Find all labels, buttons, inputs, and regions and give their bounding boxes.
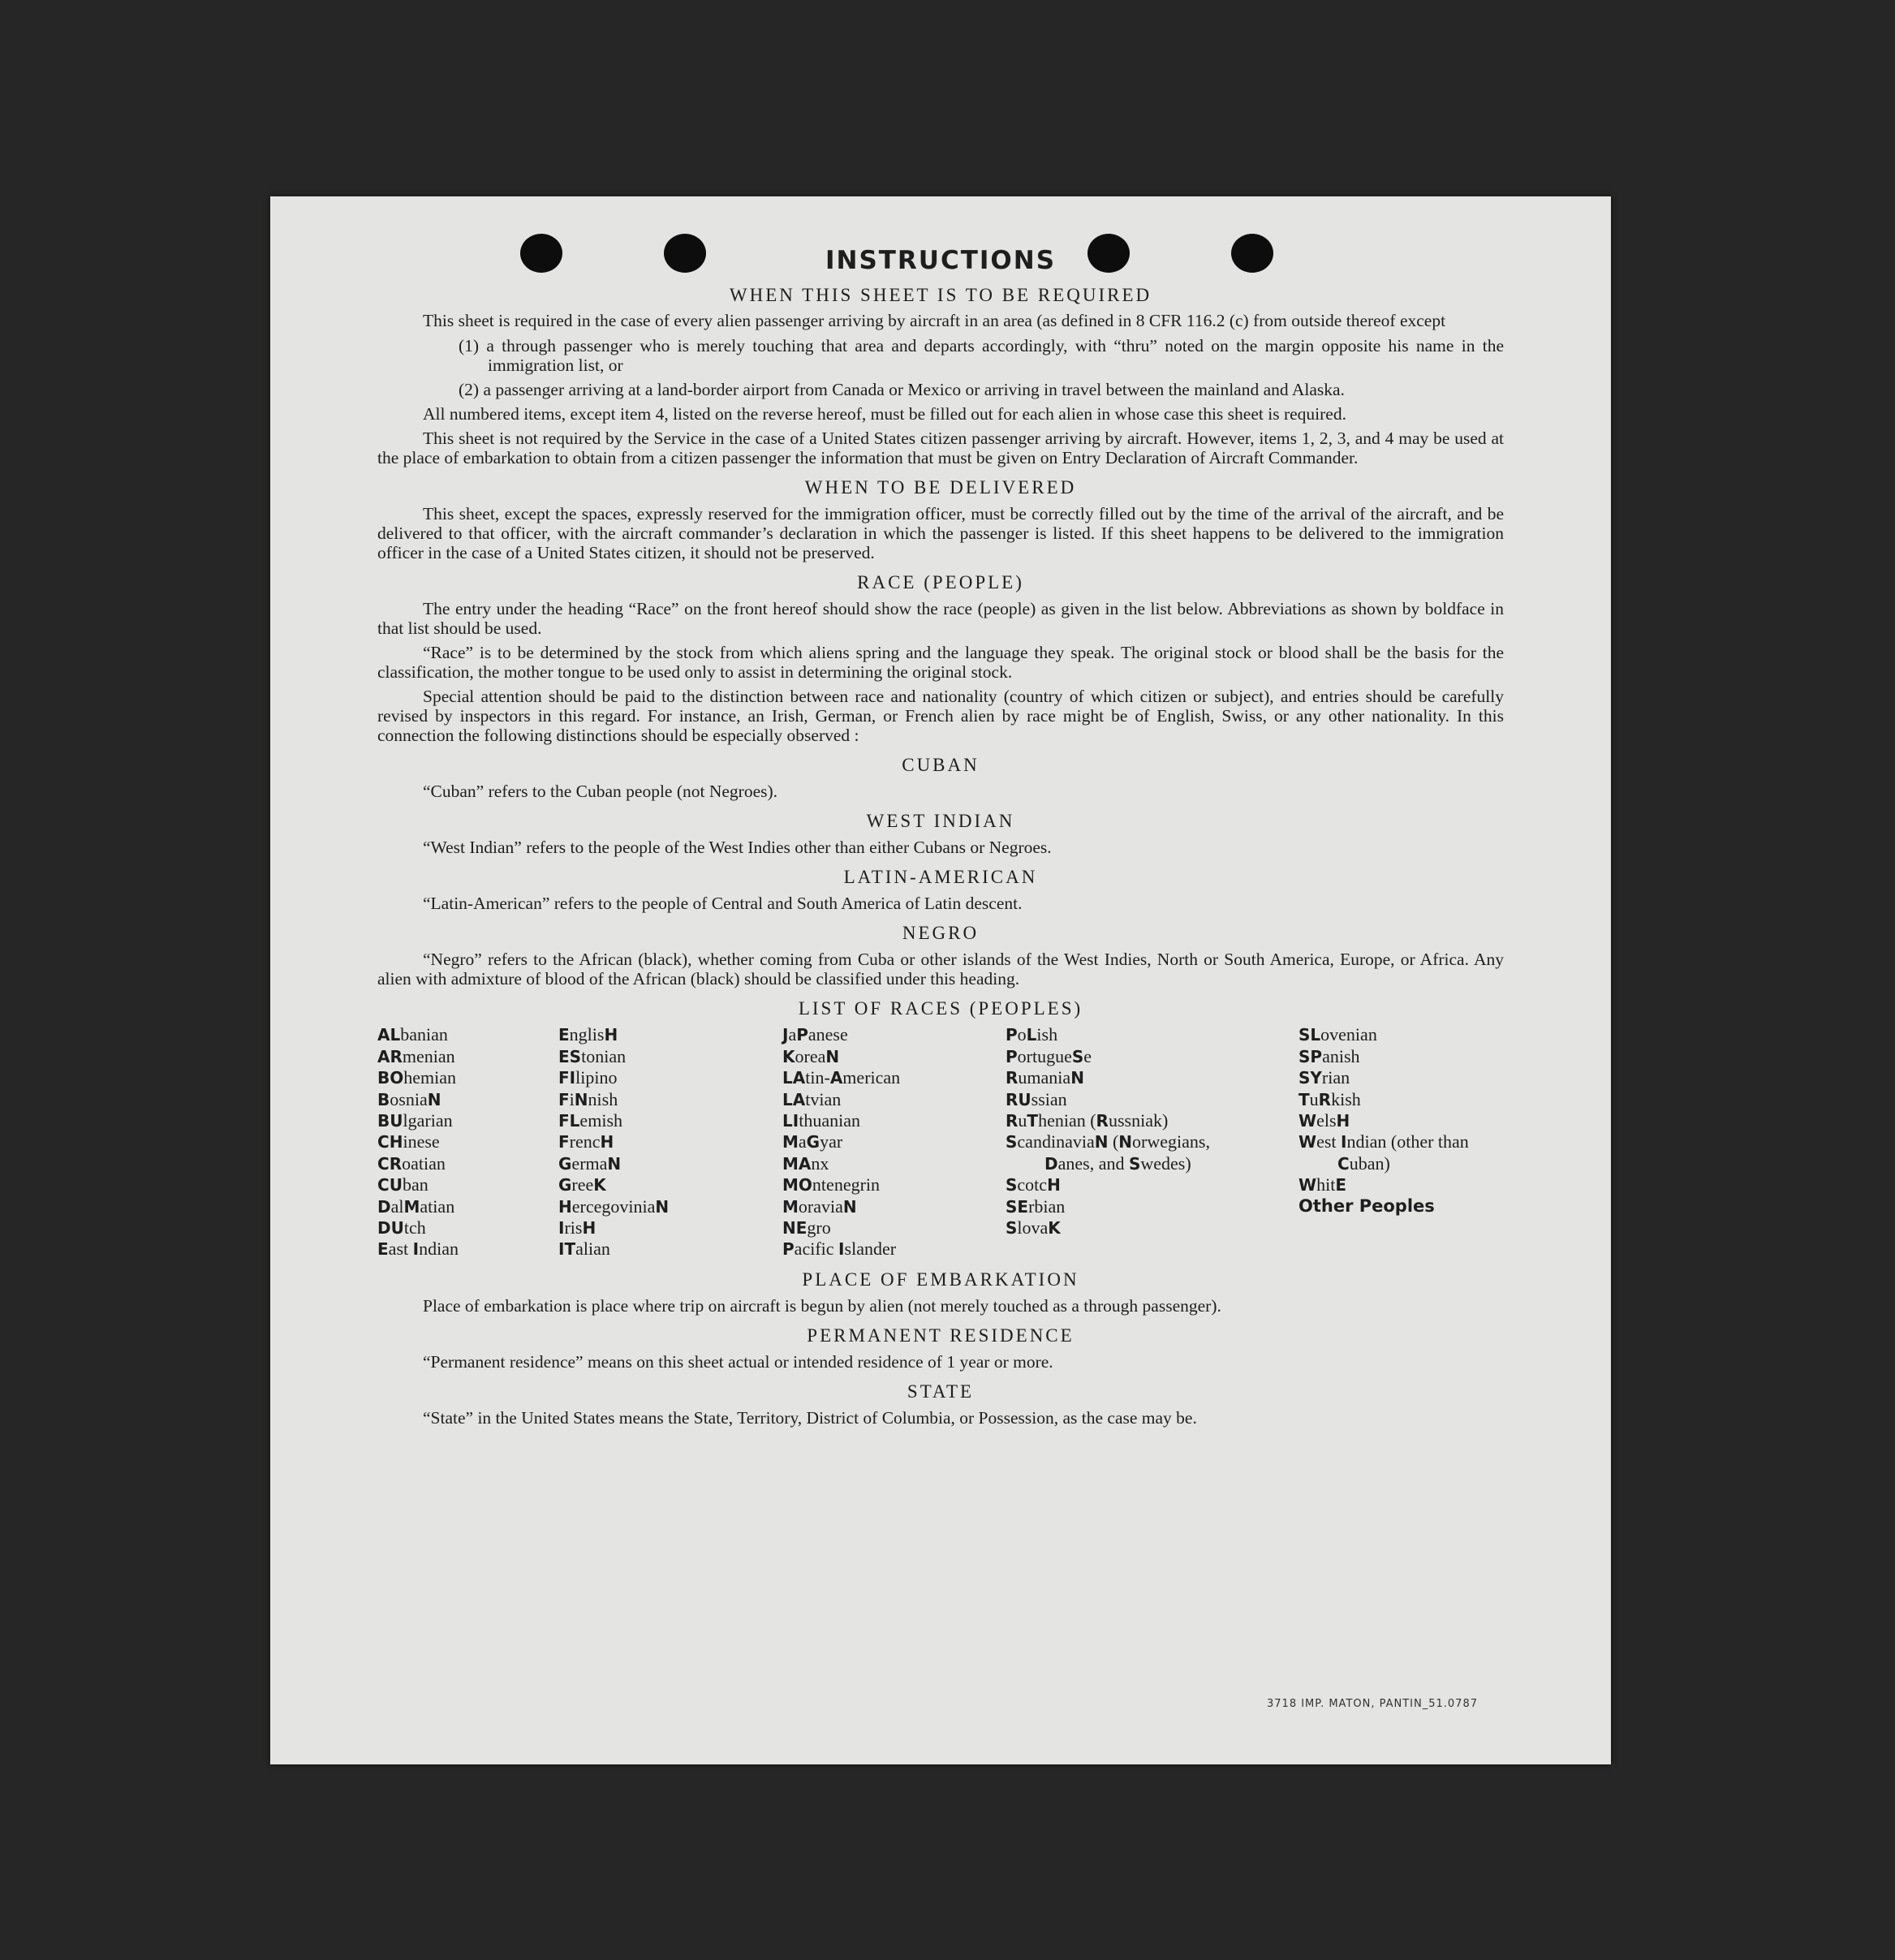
race-entry: DalMatian (377, 1195, 455, 1217)
race-entry: FiNnish (558, 1088, 618, 1109)
race-entry: ALbanian (377, 1024, 448, 1045)
race-entry: DUtch (377, 1217, 426, 1238)
race-entry: MoraviaN (782, 1195, 857, 1217)
list-item: (2) a passenger arriving at a land-border airport from Canada or Mexico or arriving in travel between the mainland and Alaska. (459, 379, 1345, 399)
race-entry: Pacific Islander (782, 1238, 897, 1260)
race-entry: RuThenian (Russniak) (1006, 1110, 1169, 1131)
race-entry: TuRkish (1299, 1088, 1361, 1109)
section-heading: RACE (PEOPLE) (857, 572, 1024, 592)
race-entry: BosniaN (377, 1088, 441, 1109)
race-entry: EStonian (558, 1045, 627, 1066)
section-heading: WHEN THIS SHEET IS TO BE REQUIRED (729, 284, 1152, 305)
section-heading: LIST OF RACES (PEOPLES) (798, 997, 1083, 1019)
list-item: (1) a through passenger who is merely touching that area and departs accordingly, with “thru” noted on the margin opposite his name in the immigration list, or (459, 335, 1504, 375)
race-entry: HercegoviniaN (558, 1195, 670, 1217)
race-entry: LAtin-American (782, 1067, 901, 1088)
race-column (558, 1024, 761, 1260)
race-column (1006, 1024, 1249, 1238)
race-column (1299, 1024, 1504, 1216)
race-entry: FLemish (558, 1110, 622, 1131)
race-entry: EnglisH (558, 1024, 618, 1045)
print-code: 3718 IMP. MATON, PANTIN_51.0787 (1267, 1698, 1478, 1710)
paragraph: The entry under the heading “Race” on the front hereof should show the race (people) as given in the list below. Abbreviations as shown by boldface in that list should be used. (377, 598, 1504, 638)
section-heading: STATE (907, 1381, 975, 1402)
race-entry: East Indian (377, 1238, 459, 1260)
section-heading: PERMANENT RESIDENCE (807, 1325, 1075, 1346)
race-entry: ARmenian (377, 1045, 455, 1066)
race-entry: KoreaN (782, 1045, 840, 1066)
race-entry: WelsH (1299, 1110, 1350, 1131)
race-entry: IrisH (558, 1217, 596, 1238)
section-heading: WEST INDIAN (866, 811, 1015, 832)
document-title: INSTRUCTIONS (825, 246, 1057, 275)
section-heading: NEGRO (902, 922, 980, 943)
race-entry: PortugueSe (1006, 1045, 1092, 1066)
document-body (377, 247, 1504, 1432)
race-entry: CHinese (377, 1131, 440, 1152)
race-entry: PoLish (1006, 1024, 1058, 1045)
race-entry: BOhemian (377, 1067, 457, 1088)
race-entry: West Indian (other than Cuban) (1299, 1131, 1469, 1174)
race-entry: NEgro (782, 1217, 831, 1238)
race-entry: MAnx (782, 1152, 829, 1174)
race-entry: RumaniaN (1006, 1067, 1084, 1088)
paragraph: This sheet is not required by the Service in the case of a United States citizen passenger arriving by aircraft. However, items 1, 2, 3, and 4 may be used at the place of embarkation to obtain from a citizen passenger the information that must be given on Entry Declaration of Aircraft Commander. (377, 428, 1504, 467)
race-entry: BUlgarian (377, 1110, 453, 1131)
paragraph: “Race” is to be determined by the stock from which aliens spring and the language they speak. The original stock or blood shall be the basis for the classification, the mother tongue to be used only to assist in determining the original stock. (377, 642, 1504, 682)
paragraph: All numbered items, except item 4, listed on the reverse hereof, must be filled out for each alien in whose case this sheet is required. (423, 403, 1346, 424)
document-sheet (270, 196, 1611, 1764)
race-entry: ScandinaviaN (Norwegians, Danes, and Swedes) (1006, 1131, 1210, 1174)
paragraph: Special attention should be paid to the distinction between race and nationality (country of which citizen or subject), and entries should be carefully revised by inspectors in this regard. For instance, an Irish, German, or French alien by race might be of English, Swiss, or any other nationality. In this connection the following distinctions should be especially observed : (377, 687, 1504, 746)
race-entry: LIthuanian (782, 1110, 860, 1131)
race-column (782, 1024, 993, 1260)
race-entry: ScotcH (1006, 1174, 1061, 1195)
paragraph: This sheet, except the spaces, expressly reserved for the immigration officer, must be correctly filled out by the time of the arrival of the aircraft, and be delivered to that officer, with the aircraft commander’s declaration in which the passenger is listed. If this sheet happens to be delivered to the immigration officer in the case of a United States citizen, it should not be preserved. (377, 503, 1504, 562)
paragraph: This sheet is required in the case of every alien passenger arriving by aircraft in an area (as defined in 8 CFR 116.2 (c) from outside thereof except (423, 311, 1446, 331)
race-entry: RUssian (1006, 1088, 1067, 1109)
race-entry: SErbian (1006, 1195, 1066, 1217)
race-column (377, 1024, 540, 1260)
race-entry: SYrian (1299, 1067, 1350, 1088)
paragraph: “Negro” refers to the African (black), whether coming from Cuba or other islands of the West Indies, North or South America, Europe, or Africa. Any alien with admixture of blood of the African (black) should be classified under this heading. (377, 949, 1504, 989)
race-entry: WhitE (1299, 1174, 1346, 1195)
race-entry: MOntenegrin (782, 1174, 881, 1195)
race-entry: SPanish (1299, 1045, 1360, 1066)
section-heading: LATIN-AMERICAN (843, 866, 1038, 887)
race-entry: SLovenian (1299, 1024, 1377, 1045)
race-entry: CUban (377, 1174, 429, 1195)
race-entry: ITalian (558, 1238, 610, 1260)
paragraph: “West Indian” refers to the people of the West Indies other than either Cubans or Negroes. (423, 837, 1052, 857)
section-heading: CUBAN (902, 755, 980, 776)
race-entry: Other Peoples (1299, 1195, 1435, 1216)
race-entry: SlovaK (1006, 1217, 1061, 1238)
paragraph: “Cuban” refers to the Cuban people (not Negroes). (423, 782, 778, 802)
paragraph: Place of embarkation is place where trip on aircraft is begun by alien (not merely touched as a through passenger). (423, 1296, 1221, 1316)
race-entry: FrencH (558, 1131, 614, 1152)
race-entry: GermaN (558, 1152, 622, 1174)
race-entry: JaPanese (782, 1024, 848, 1045)
race-entry: FIlipino (558, 1067, 618, 1088)
section-heading: PLACE OF EMBARKATION (802, 1269, 1079, 1290)
race-list (377, 1024, 1504, 1260)
section-heading: WHEN TO BE DELIVERED (804, 477, 1077, 498)
paragraph: “Latin-American” refers to the people of Central and South America of Latin descent. (423, 893, 1023, 913)
race-entry: CRoatian (377, 1152, 446, 1174)
paragraph: “State” in the United States means the State, Territory, District of Columbia, or Possession, as the case may be. (423, 1407, 1197, 1428)
race-entry: MaGyar (782, 1131, 843, 1152)
paragraph: “Permanent residence” means on this sheet actual or intended residence of 1 year or more. (423, 1352, 1053, 1372)
race-entry: GreeK (558, 1174, 606, 1195)
race-entry: LAtvian (782, 1088, 842, 1109)
